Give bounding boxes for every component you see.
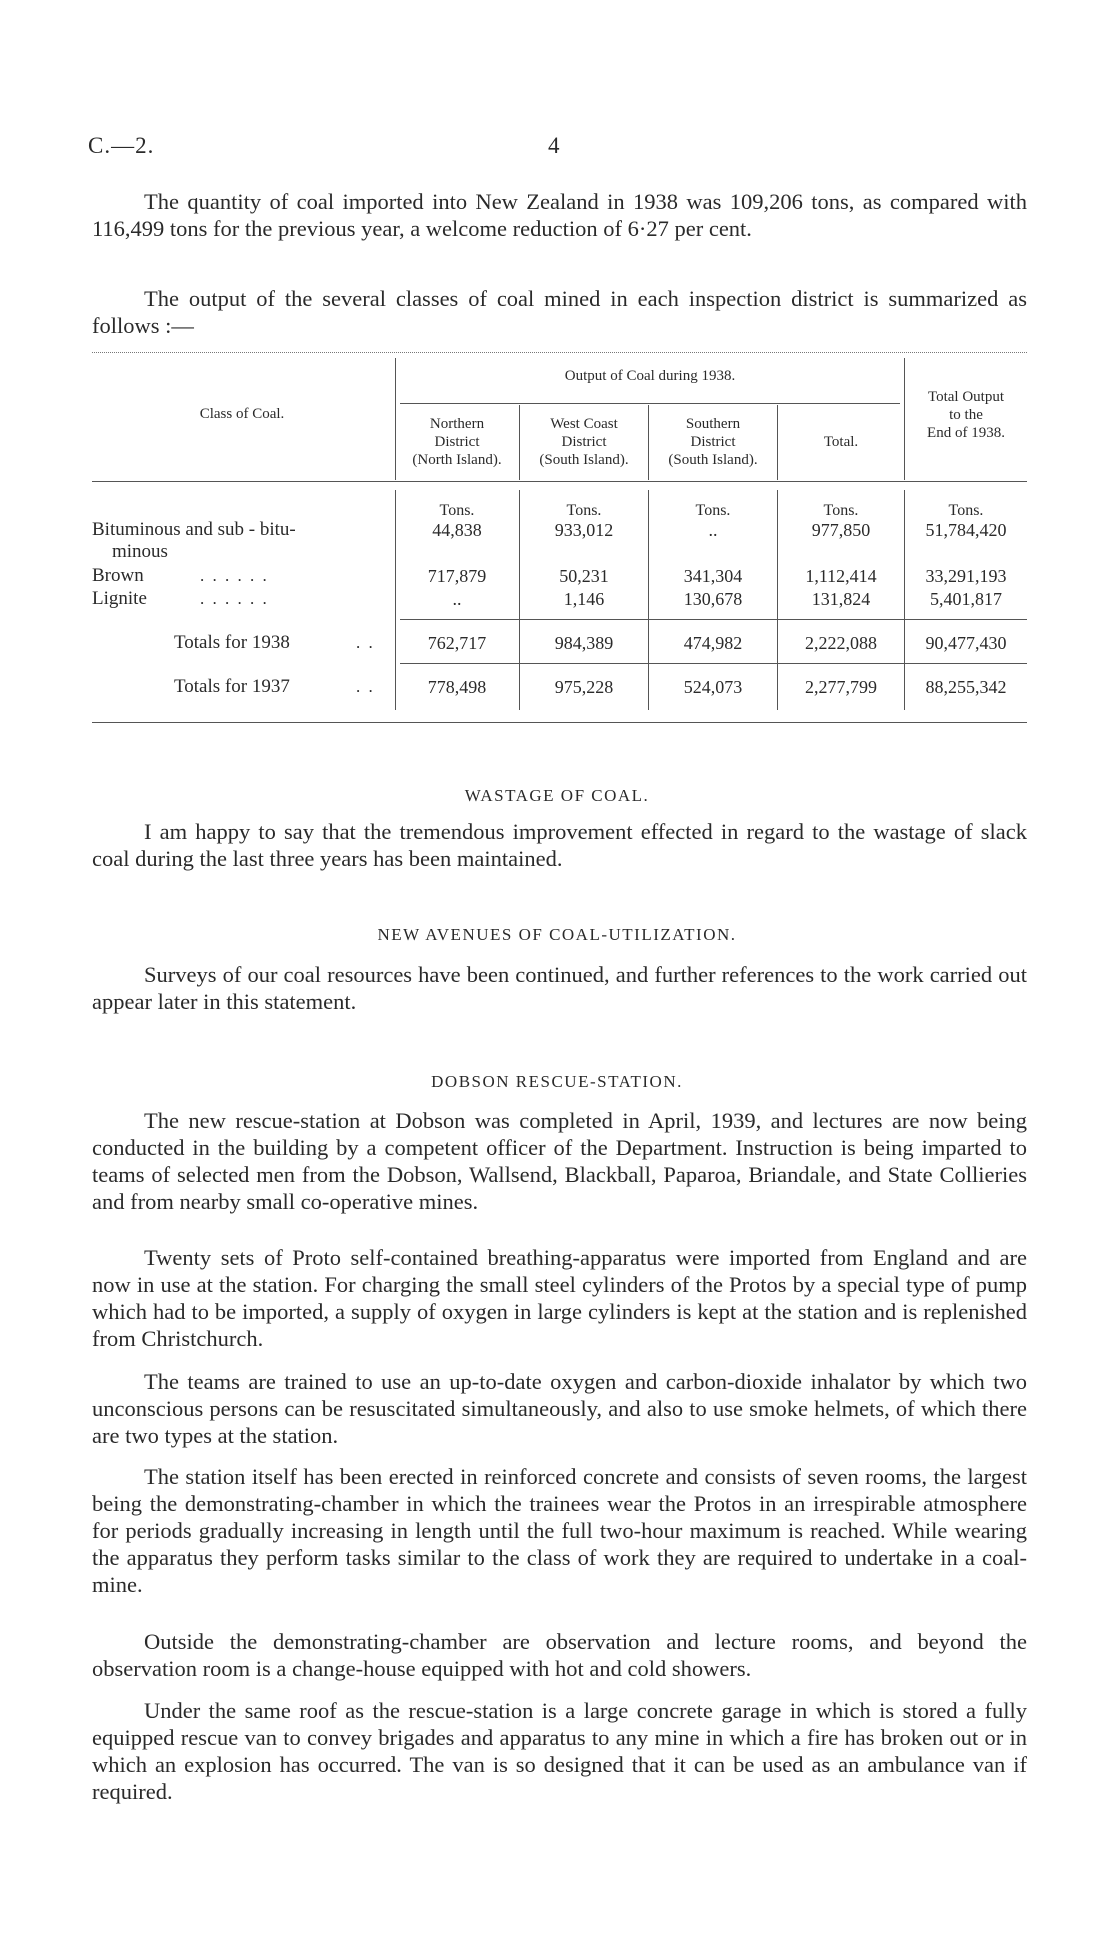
northern-district-header: Northern District (North Island).: [412, 416, 502, 468]
cell-bituminous-west-coast: 933,012: [554, 520, 614, 540]
intro-paragraph-imports: The quantity of coal imported into New Zealand in 1938 was 109,206 tons, as compared with 116,499 tons for the previous year, a welcome reduction of 6·27 per cent.: [92, 189, 1027, 241]
section-heading-new-avenues: NEW AVENUES OF COAL-UTILIZATION.: [377, 925, 737, 944]
cell-brown-northern: 717,879: [427, 566, 487, 586]
subtotal-rule: [400, 619, 1027, 620]
units-label: Tons.: [823, 502, 859, 519]
dobson-paragraph-2: Twenty sets of Proto self-contained breathing-apparatus were imported from England and are now in use at the station. For charging the small steel cylinders of the Protos by a special type of pump which had to be imported, a supply of oxygen in large cylinders is kept at the station and is replenished from Christchurch.: [92, 1245, 1027, 1351]
cell-lignite-southern: 130,678: [683, 589, 743, 609]
wastage-paragraph: I am happy to say that the tremendous improvement effected in regard to the wastage of slack coal during the last three years has been maintained.: [92, 819, 1027, 871]
row-label-brown: Brown: [92, 565, 144, 586]
cell-brown-southern: 341,304: [683, 566, 743, 586]
cell-totals-1938-west-coast: 984,389: [554, 633, 614, 653]
dobson-paragraph-1: The new rescue-station at Dobson was completed in April, 1939, and lectures are now being conducted in the building by a competent officer of the Department. Instruction is being imparted to teams of selected men from the Dobson, Wallsend, Blackball, Paparoa, Briandale, and State Collieries and from nearby small co-operative mines.: [92, 1108, 1027, 1214]
cell-bituminous-total-output: 51,784,420: [925, 520, 1007, 540]
intro-paragraph-output: The output of the several classes of coal mined in each inspection district is summarized as follows :—: [92, 286, 1027, 338]
table-top-rule: [92, 352, 1027, 353]
cell-brown-total-output: 33,291,193: [925, 566, 1007, 586]
row-label-bituminous-cont: minous: [112, 541, 168, 562]
cell-bituminous-southern: ..: [708, 520, 718, 540]
units-label: Tons.: [439, 502, 475, 519]
row-label-totals-1938: Totals for 1938: [174, 632, 290, 653]
dobson-paragraph-5: Outside the demonstrating-chamber are observation and lecture rooms, and beyond the observation room is a change-house equipped with hot and cold showers.: [92, 1629, 1027, 1681]
leader-dots: . .: [356, 633, 375, 652]
row-label-bituminous: Bituminous and sub - bitu-: [92, 519, 296, 540]
units-label: Tons.: [695, 502, 731, 519]
row-label-totals-1937: Totals for 1937: [174, 676, 290, 697]
cell-brown-west-coast: 50,231: [559, 566, 609, 586]
table-bottom-rule: [92, 722, 1027, 723]
subtotal-rule: [400, 663, 1027, 664]
leader-dots: . . . . . .: [200, 566, 269, 585]
header-bottom-rule: [92, 481, 1027, 482]
document-reference: C.—2.: [88, 133, 155, 158]
dobson-paragraph-4: The station itself has been erected in reinforced concrete and consists of seven rooms, the largest being the demonstrating-chamber in which the trainees wear the Protos in an irrespirable atmosphere for periods gradually increasing in length until the full two-hour maximum is reached. While wearing the apparatus they perform tasks similar to the class of work they are required to undertake in a coal-mine.: [92, 1464, 1027, 1597]
row-label-lignite: Lignite: [92, 588, 147, 609]
cell-lignite-northern: ..: [452, 589, 462, 609]
cell-totals-1938-southern: 474,982: [683, 633, 743, 653]
output-group-header: Output of Coal during 1938.: [564, 368, 736, 384]
cell-totals-1937-southern: 524,073: [683, 677, 743, 697]
cell-totals-1938-northern: 762,717: [427, 633, 487, 653]
page-number: 4: [548, 133, 560, 158]
cell-totals-1937-northern: 778,498: [427, 677, 487, 697]
cell-totals-1937-total-output: 88,255,342: [925, 677, 1007, 697]
total-header: Total.: [823, 434, 859, 450]
cell-lignite-west-coast: 1,146: [563, 589, 605, 609]
dobson-paragraph-3: The teams are trained to use an up-to-date oxygen and carbon-dioxide inhalator by which two unconscious persons can be resuscitated simultaneously, and also to use smoke helmets, of which there are two types at the station.: [92, 1369, 1027, 1448]
group-header-rule: [400, 403, 900, 404]
cell-bituminous-total: 977,850: [811, 520, 871, 540]
cell-bituminous-northern: 44,838: [432, 520, 482, 540]
section-heading-wastage: WASTAGE OF COAL.: [464, 786, 650, 805]
cell-lignite-total: 131,824: [811, 589, 871, 609]
dobson-paragraph-6: Under the same roof as the rescue-station is a large concrete garage in which is stored a fully equipped rescue van to convey brigades and apparatus to any mine in which a fire has broken out or in which an explosion has occurred. The van is so designed that it can be used as an ambulance van if required.: [92, 1698, 1027, 1804]
units-label: Tons.: [566, 502, 602, 519]
cell-lignite-total-output: 5,401,817: [930, 589, 1002, 609]
units-label: Tons.: [948, 502, 984, 519]
cell-brown-total: 1,112,414: [805, 566, 877, 586]
cell-totals-1938-total-output: 90,477,430: [925, 633, 1007, 653]
class-of-coal-header: Class of Coal.: [199, 406, 285, 422]
total-output-header: Total Output to the End of 1938.: [927, 389, 1005, 441]
cell-totals-1938-total: 2,222,088: [805, 633, 877, 653]
section-heading-dobson: DOBSON RESCUE-STATION.: [431, 1072, 683, 1091]
cell-totals-1937-total: 2,277,799: [805, 677, 877, 697]
leader-dots: . . . . . .: [200, 589, 269, 608]
west-coast-district-header: West Coast District (South Island).: [539, 416, 629, 468]
new-avenues-paragraph: Surveys of our coal resources have been continued, and further references to the work carried out appear later in this statement.: [92, 962, 1027, 1014]
cell-totals-1937-west-coast: 975,228: [554, 677, 614, 697]
leader-dots: . .: [356, 677, 375, 696]
southern-district-header: Southern District (South Island).: [668, 416, 758, 468]
